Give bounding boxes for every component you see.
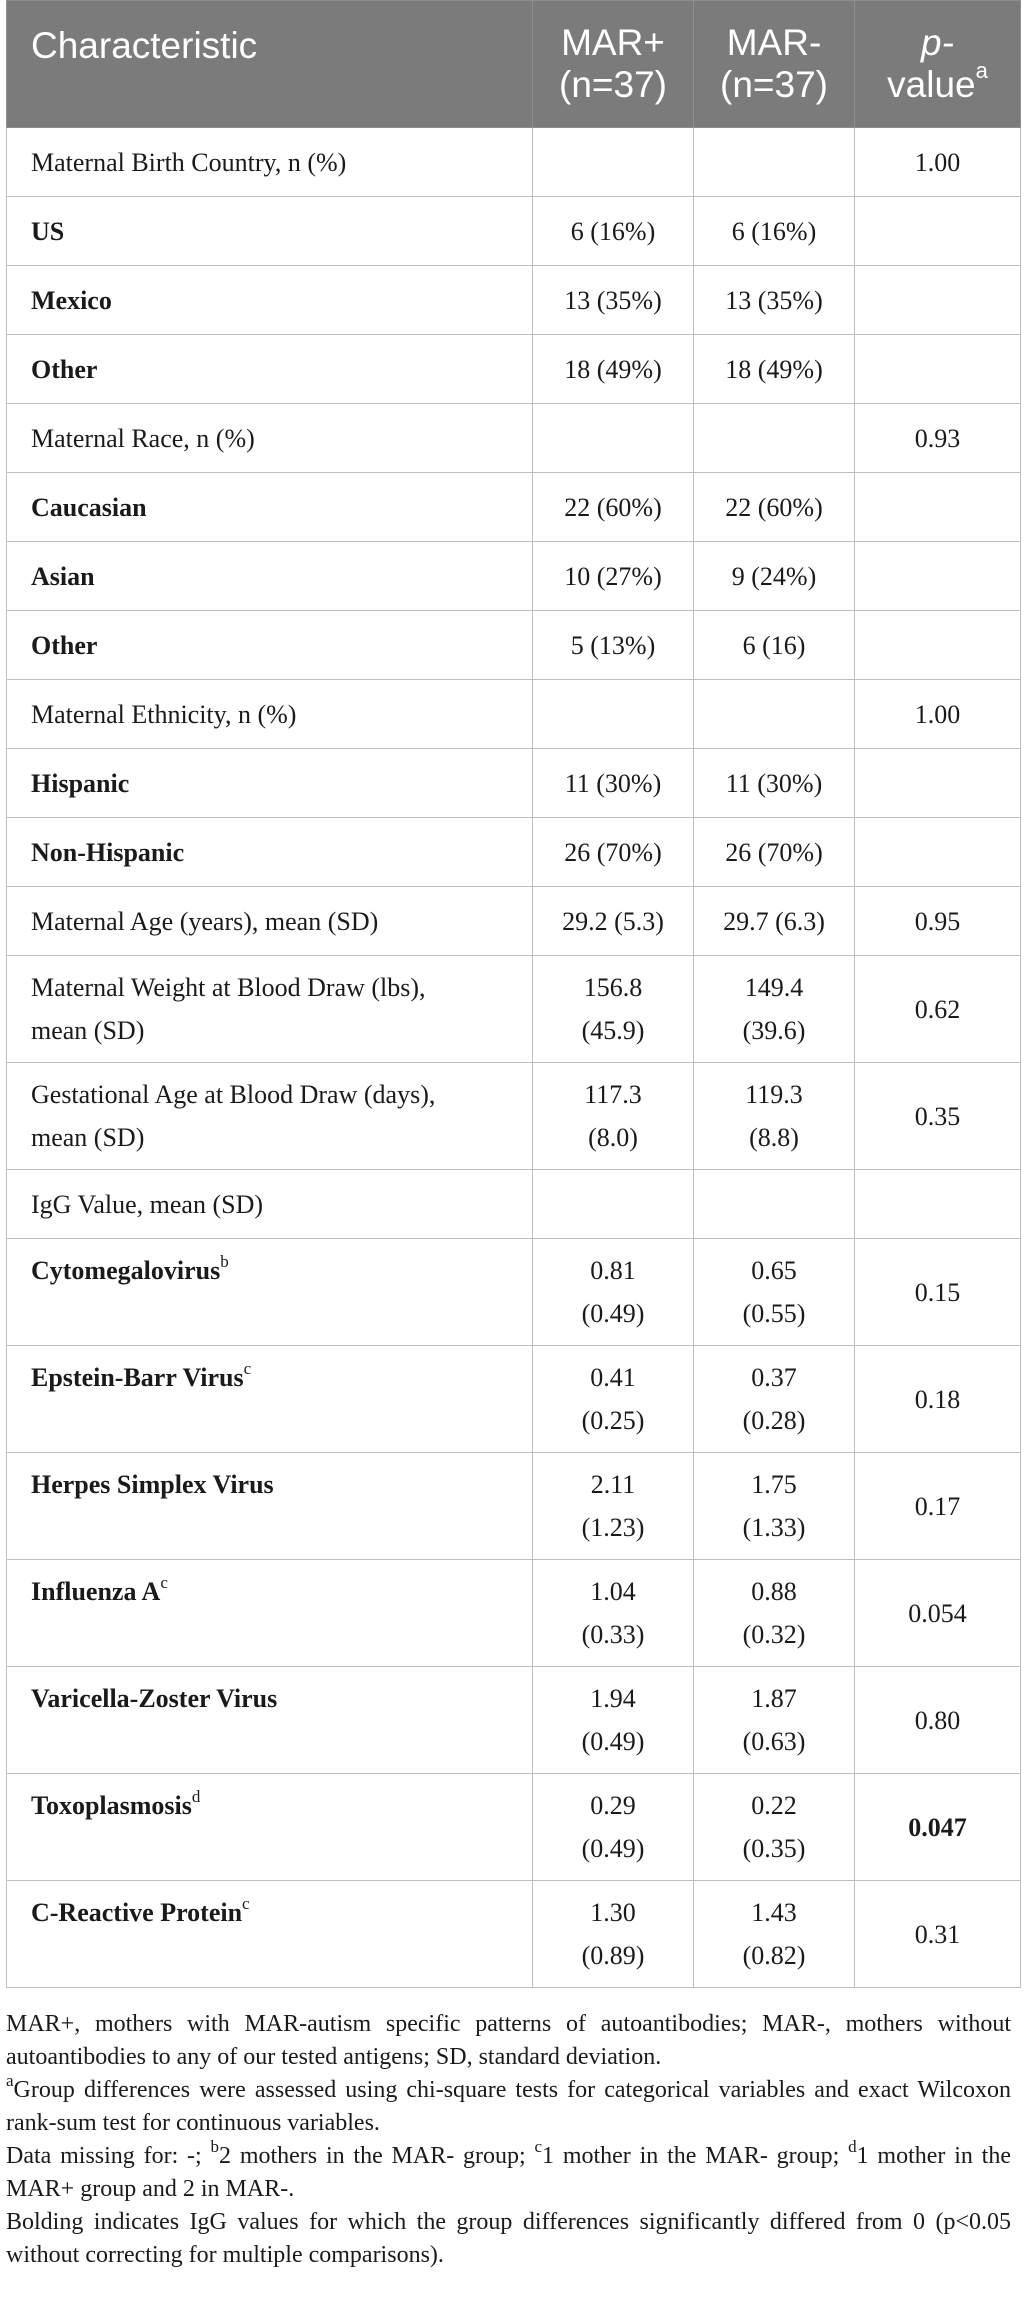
cell-mar-pos: 29.2 (5.3) bbox=[533, 887, 694, 956]
row-label: US bbox=[7, 197, 533, 266]
header-mar-positive: MAR+ (n=37) bbox=[533, 1, 694, 128]
cell-mar-pos: 0.41 (0.25) bbox=[533, 1346, 694, 1453]
header-mar-negative: MAR- (n=37) bbox=[694, 1, 855, 128]
cell-mar-pos: 22 (60%) bbox=[533, 473, 694, 542]
cell-p-value: 0.15 bbox=[855, 1239, 1021, 1346]
cell-mar-neg: 0.88 (0.32) bbox=[694, 1560, 855, 1667]
cell-mar-neg: 1.75 (1.33) bbox=[694, 1453, 855, 1560]
cell-mar-pos: 0.29 (0.49) bbox=[533, 1774, 694, 1881]
row-label: Other bbox=[7, 611, 533, 680]
cell-mar-pos: 18 (49%) bbox=[533, 335, 694, 404]
row-label: Herpes Simplex Virus bbox=[7, 1453, 533, 1560]
table-row bbox=[7, 335, 1021, 404]
cell-mar-neg: 18 (49%) bbox=[694, 335, 855, 404]
cell-p-value: 0.31 bbox=[855, 1881, 1021, 1988]
cell-mar-pos bbox=[533, 128, 694, 197]
cell-mar-neg: 0.65 (0.55) bbox=[694, 1239, 855, 1346]
table-row bbox=[7, 749, 1021, 818]
cell-p-value: 0.17 bbox=[855, 1453, 1021, 1560]
row-label: Other bbox=[7, 335, 533, 404]
cell-p-value bbox=[855, 266, 1021, 335]
table-row bbox=[7, 128, 1021, 197]
cell-mar-neg: 0.22 (0.35) bbox=[694, 1774, 855, 1881]
row-label: Cytomegalovirus$^b$ bbox=[7, 1239, 533, 1346]
cell-mar-pos: 6 (16%) bbox=[533, 197, 694, 266]
cell-mar-pos: 10 (27%) bbox=[533, 542, 694, 611]
row-label: Maternal Race, n (%) bbox=[7, 404, 533, 473]
cell-p-value bbox=[855, 197, 1021, 266]
table-row bbox=[7, 1560, 1021, 1667]
table-row bbox=[7, 680, 1021, 749]
table-row bbox=[7, 1170, 1021, 1239]
cell-p-value bbox=[855, 611, 1021, 680]
cell-mar-neg: 11 (30%) bbox=[694, 749, 855, 818]
table-row bbox=[7, 473, 1021, 542]
footnote-a: $^a$Group differences were assessed using chi-square tests for categorical variables and exact Wilcoxon rank-sum test for continuous variables. bbox=[6, 2071, 1011, 2136]
table-row bbox=[7, 1346, 1021, 1453]
cell-mar-neg: 6 (16) bbox=[694, 611, 855, 680]
table-row bbox=[7, 1774, 1021, 1881]
table-row bbox=[7, 1063, 1021, 1170]
table-row bbox=[7, 197, 1021, 266]
table-row bbox=[7, 956, 1021, 1063]
cell-p-value: 0.18 bbox=[855, 1346, 1021, 1453]
row-label: Asian bbox=[7, 542, 533, 611]
cell-mar-pos bbox=[533, 680, 694, 749]
table-row bbox=[7, 1881, 1021, 1988]
table-row bbox=[7, 542, 1021, 611]
row-label: IgG Value, mean (SD) bbox=[7, 1170, 533, 1239]
characteristics-table bbox=[6, 0, 1021, 1988]
cell-p-value bbox=[855, 1170, 1021, 1239]
cell-mar-neg: 119.3 (8.8) bbox=[694, 1063, 855, 1170]
row-label: Caucasian bbox=[7, 473, 533, 542]
cell-mar-pos: 0.81 (0.49) bbox=[533, 1239, 694, 1346]
row-label: C-Reactive Protein$^c$ bbox=[7, 1881, 533, 1988]
row-label: Hispanic bbox=[7, 749, 533, 818]
cell-p-value bbox=[855, 335, 1021, 404]
row-label: Varicella-Zoster Virus bbox=[7, 1667, 533, 1774]
cell-mar-neg: 26 (70%) bbox=[694, 818, 855, 887]
cell-mar-pos: 13 (35%) bbox=[533, 266, 694, 335]
table-row bbox=[7, 266, 1021, 335]
cell-mar-pos: 156.8 (45.9) bbox=[533, 956, 694, 1063]
table-container bbox=[6, 0, 1020, 1988]
cell-mar-neg: 1.43 (0.82) bbox=[694, 1881, 855, 1988]
cell-p-value: 0.95 bbox=[855, 887, 1021, 956]
table-row bbox=[7, 404, 1021, 473]
table-body bbox=[7, 128, 1021, 1988]
row-label: Toxoplasmosis$^d$ bbox=[7, 1774, 533, 1881]
cell-mar-neg: 0.37 (0.28) bbox=[694, 1346, 855, 1453]
table-footnotes bbox=[6, 2008, 1011, 2272]
cell-mar-neg bbox=[694, 404, 855, 473]
cell-mar-neg: 1.87 (0.63) bbox=[694, 1667, 855, 1774]
table-row bbox=[7, 1453, 1021, 1560]
cell-mar-pos: 11 (30%) bbox=[533, 749, 694, 818]
cell-p-value: 0.62 bbox=[855, 956, 1021, 1063]
row-label: Influenza $A^c$ bbox=[7, 1560, 533, 1667]
cell-mar-pos: 117.3 (8.0) bbox=[533, 1063, 694, 1170]
row-label: Epstein-Barr Virus$^c$ bbox=[7, 1346, 533, 1453]
header-characteristic: Characteristic bbox=[7, 1, 533, 128]
cell-p-value: 0.93 bbox=[855, 404, 1021, 473]
cell-p-value: 0.054 bbox=[855, 1560, 1021, 1667]
footnote-missing-data: Data missing for: -; $^b$2 mothers in the MAR- group; $^c$1 mother in the MAR- group; $^d$1 mother in the MAR+ group and 2 in MAR-. bbox=[6, 2137, 1011, 2202]
cell-mar-neg bbox=[694, 1170, 855, 1239]
row-label: Mexico bbox=[7, 266, 533, 335]
cell-p-value bbox=[855, 542, 1021, 611]
table-row bbox=[7, 1667, 1021, 1774]
cell-p-value: 0.80 bbox=[855, 1667, 1021, 1774]
cell-p-value bbox=[855, 818, 1021, 887]
row-label: Maternal Age (years), mean (SD) bbox=[7, 887, 533, 956]
table-row bbox=[7, 818, 1021, 887]
table-row bbox=[7, 887, 1021, 956]
cell-mar-neg: 29.7 (6.3) bbox=[694, 887, 855, 956]
header-p-value: p- value$^a$ bbox=[855, 1, 1021, 128]
cell-mar-pos bbox=[533, 1170, 694, 1239]
cell-mar-neg: 6 (16%) bbox=[694, 197, 855, 266]
cell-p-value: 0.35 bbox=[855, 1063, 1021, 1170]
cell-mar-pos bbox=[533, 404, 694, 473]
cell-mar-pos: 2.11 (1.23) bbox=[533, 1453, 694, 1560]
cell-p-value bbox=[855, 749, 1021, 818]
cell-mar-neg bbox=[694, 128, 855, 197]
cell-mar-neg bbox=[694, 680, 855, 749]
row-label: Gestational Age at Blood Draw (days), mean (SD) bbox=[7, 1063, 533, 1170]
cell-mar-neg: 149.4 (39.6) bbox=[694, 956, 855, 1063]
table-row bbox=[7, 1239, 1021, 1346]
table-row bbox=[7, 611, 1021, 680]
row-label: Maternal Birth Country, n (%) bbox=[7, 128, 533, 197]
footnote-bolding: Bolding indicates IgG values for which the group differences significantly differed from 0 (p<0.05 without correcting for multiple comparisons). bbox=[6, 2209, 1011, 2268]
cell-p-value: 1.00 bbox=[855, 680, 1021, 749]
row-label: Non-Hispanic bbox=[7, 818, 533, 887]
cell-mar-pos: 1.30 (0.89) bbox=[533, 1881, 694, 1988]
cell-mar-neg: 22 (60%) bbox=[694, 473, 855, 542]
row-label: Maternal Ethnicity, n (%) bbox=[7, 680, 533, 749]
footnote-abbreviations: MAR+, mothers with MAR-autism specific patterns of autoantibodies; MAR-, mothers without autoantibodies to any of our tested antigens; SD, standard deviation. bbox=[6, 2011, 1011, 2070]
cell-mar-pos: 5 (13%) bbox=[533, 611, 694, 680]
cell-p-value: 0.047 bbox=[855, 1774, 1021, 1881]
cell-p-value: 1.00 bbox=[855, 128, 1021, 197]
cell-mar-pos: 26 (70%) bbox=[533, 818, 694, 887]
cell-mar-neg: 9 (24%) bbox=[694, 542, 855, 611]
cell-mar-neg: 13 (35%) bbox=[694, 266, 855, 335]
row-label: Maternal Weight at Blood Draw (lbs), mean (SD) bbox=[7, 956, 533, 1063]
cell-mar-pos: 1.94 (0.49) bbox=[533, 1667, 694, 1774]
cell-mar-pos: 1.04 (0.33) bbox=[533, 1560, 694, 1667]
cell-p-value bbox=[855, 473, 1021, 542]
table-header bbox=[7, 1, 1021, 128]
